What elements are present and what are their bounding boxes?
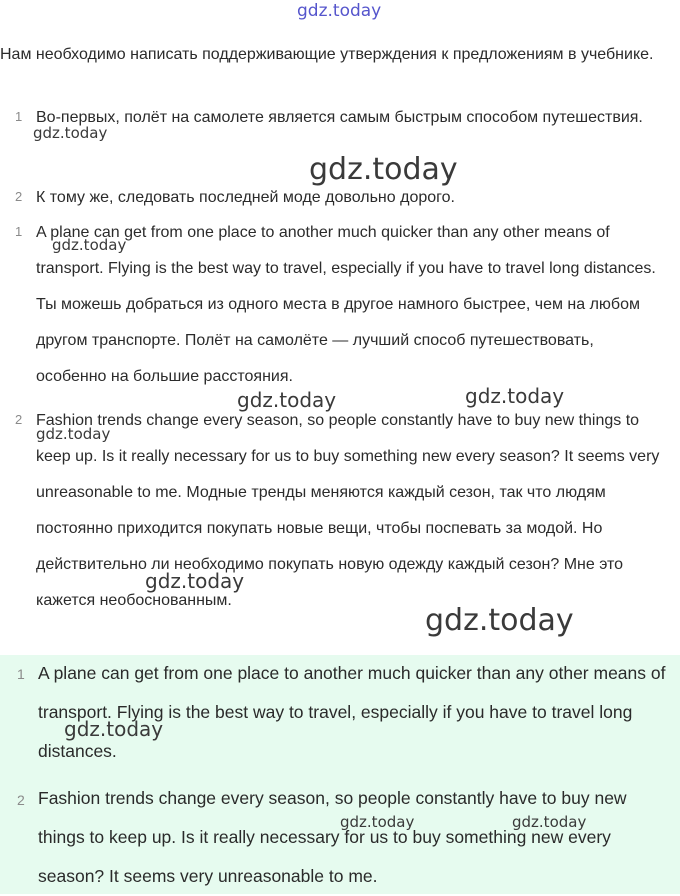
watermark: gdz.today (36, 425, 111, 443)
watermark: gdz.today (52, 236, 127, 254)
watermark: gdz.today (425, 603, 574, 638)
item-text: Во-первых, полёт на самолете является самым быстрым способом путешествия. (36, 109, 643, 126)
answer-number: 2 (17, 792, 25, 808)
watermark: gdz.today (145, 569, 245, 593)
watermark: gdz.today (64, 717, 164, 741)
item-number: 2 (15, 412, 23, 427)
watermark: gdz.today (465, 384, 565, 408)
item-text: К тому же, следовать последней моде довольно дорого. (36, 189, 455, 206)
answer-text: Fashion trends change every season, so people constantly have to buy new things to keep up. Is it really necessary for us to buy something new every season? It seems very unreasonable to me. (38, 788, 627, 886)
watermark-top: gdz.today (297, 1, 382, 21)
answer-number: 1 (17, 666, 25, 682)
item-text: A plane can get from one place to another much quicker than any other means of transport. Flying is the best way to travel, especially if you have to travel long distances. Ты можешь добраться из одного места в другое намного быстрее, чем на любом другом транспорте. Полёт на самолёте — лучший способ путешествовать, особенно на большие расстояния. (36, 224, 656, 385)
item-text: Fashion trends change every season, so people constantly have to buy new things to keep up. Is it really necessary for us to buy something new every season? It seems very unreasonable to me. Модные тренды меняются каждый сезон, так что людям постоянно приходится покупать новые вещи, чтобы поспевать за модой. Но действительно ли необходимо покупать новую одежду каждый сезон? Мне это кажется необоснованным. (36, 412, 660, 609)
item-number: 1 (15, 224, 23, 239)
watermark: gdz.today (33, 124, 108, 142)
watermark: gdz.today (237, 388, 337, 412)
watermark: gdz.today (309, 152, 458, 187)
watermark: gdz.today (512, 813, 587, 831)
intro-text: Нам необходимо написать поддерживающие утверждения к предложениям в учебнике. (0, 46, 654, 63)
answer-text: A plane can get from one place to another much quicker than any other means of transport. Flying is the best way to travel, especially if you have to travel long distances. (38, 663, 666, 761)
answer-block (0, 655, 680, 894)
item-number: 2 (15, 189, 23, 204)
item-number: 1 (15, 109, 23, 124)
watermark: gdz.today (340, 813, 415, 831)
